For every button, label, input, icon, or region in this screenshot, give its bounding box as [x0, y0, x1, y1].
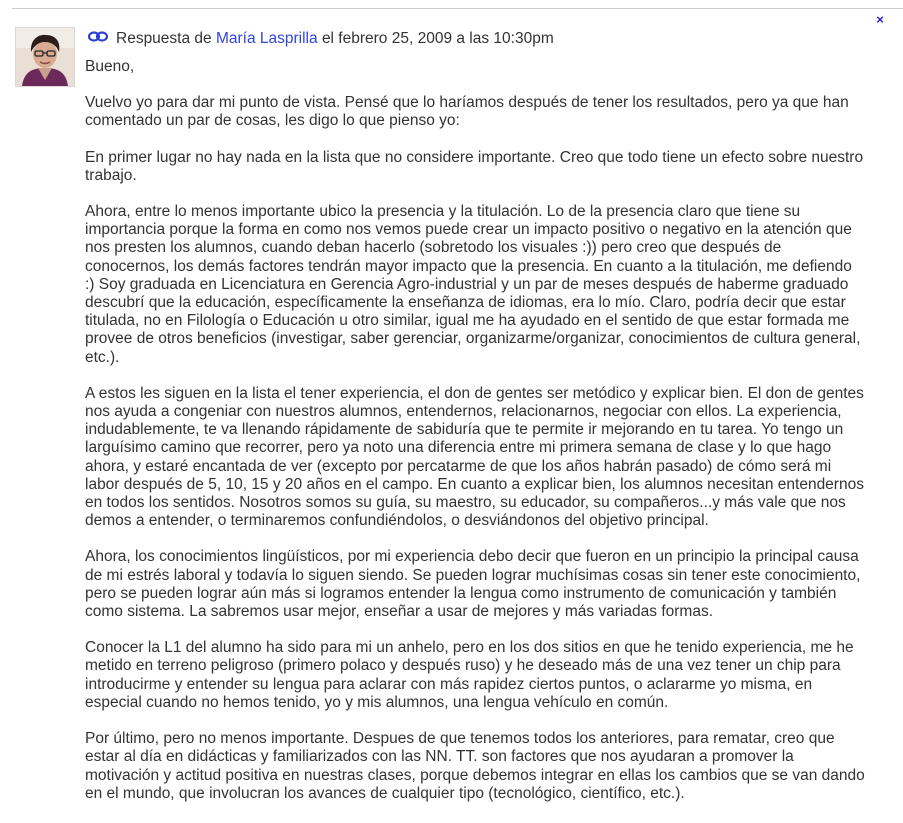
paragraph-conclusion: Por último, pero no menos importante. Despues de que tenemos todos los anteriores, para rematar, creo que estar al día en didácticas y familiarizados con las NN. TT. son factores que nos ayudaran a promover la motivación y actitud positiva en nuestras clases, porque debemos integrar en ellas los cambios que se van dando en el mundo, que involucran los avances de cualquier tipo (tecnológico, científico, etc.).	[85, 730, 865, 802]
link-icon[interactable]	[88, 28, 108, 48]
comment-header	[88, 29, 554, 49]
comment-body	[85, 58, 865, 821]
paragraph-intro: Vuelvo yo para dar mi punto de vista. Pensé que lo haríamos después de tener los resultados, pero ya que han comentado un par de cosas, les digo lo que pienso yo:	[85, 94, 849, 130]
paragraph-first-point: En primer lugar no hay nada en la lista que no considere importante. Creo que todo tiene un efecto sobre nuestro trabajo.	[85, 148, 864, 184]
comment-date: el febrero 25, 2009 a las 10:30pm	[321, 30, 554, 47]
paragraph-experience: A estos les siguen en la lista el tener experiencia, el don de gentes ser metódico y explicar bien. El don de gentes nos ayuda a congeniar con nuestros alumnos, entendernos, relacionarnos, negociar con ellos. La experiencia, indudablemente, te va llenando rápidamente de sabiduría que te permite ir mejorando en tu tarea. Yo tengo un larguísimo camino que recorrer, pero ya noto una diferencia entre mi primera semana de clase y lo que hago ahora, y estaré encantada de ver (excepto por percatarme de que los años habrán pasado) de cómo será mi labor después de 5, 10, 15 y 20 años en el campo. En cuanto a explicar bien, los alumnos necesitan entendernos en todos los sentidos. Nosotros somos su guía, su maestro, su educador, su compañeros...y más vale que nos demos a entender, o terminaremos confundiéndolos, o desviándonos del objetivo principal.	[85, 384, 864, 530]
paragraph-greeting: Bueno,	[85, 58, 135, 75]
close-icon[interactable]: ×	[876, 12, 884, 27]
paragraph-presence-degree: Ahora, entre lo menos importante ubico la presencia y la titulación. Lo de la presencia claro que tiene su importancia porque la forma en como nos vemos puede crear un impacto positivo o negativo en la atención que nos presten los alumnos, cuando deban hacerlo (sobretodo los visuales :)) pero creo que después de conocernos, los demás factores tendrán mayor impacto que la presencia. En cuanto a la titulación, me defiendo :) Soy graduada en Licenciatura en Gerencia Agro-industrial y un par de meses después de haberme graduado descubrí que la educación, específicamente la enseñanza de idiomas, era lo mío. Claro, podría decir que estar titulada, no en Filología o Educación u otro similar, igual me ha ayudado en el sentido de que estar formada me provee de otros beneficios (investigar, saber gerenciar, organizarme/organizar, conocimientos de cultura general, etc.).	[85, 203, 861, 366]
avatar[interactable]	[15, 27, 75, 87]
paragraph-linguistic-knowledge: Ahora, los conocimientos lingüísticos, por mi experiencia debo decir que fueron en un principio la principal causa de mi estrés laboral y todavía lo siguen siendo. Se pueden lograr muchísimas cosas sin tener este conocimiento, pero se pueden lograr aún más si logramos entender la lengua como instrumento de comunicación y también como sistema. La sabremos usar mejor, enseñar a usar de mejores y más variadas formas.	[85, 548, 861, 621]
reply-prefix: Respuesta de	[116, 30, 212, 47]
comment-reply	[0, 9, 903, 823]
author-link[interactable]: María Lasprilla	[215, 30, 318, 47]
avatar-photo	[16, 28, 74, 86]
paragraph-l1: Conocer la L1 del alumno ha sido para mi un anhelo, pero en los dos sitios en que he tenido experiencia, me he metido en terreno peligroso (primero polaco y después ruso) y he deseado más de una vez tener un chip para introducirme y entender su lengua para aclarar con más rapidez ciertos puntos, o aclararme yo misma, en especial cuando no hemos tenido, yo y mis alumnos, una lengua vehículo en común.	[85, 639, 854, 711]
